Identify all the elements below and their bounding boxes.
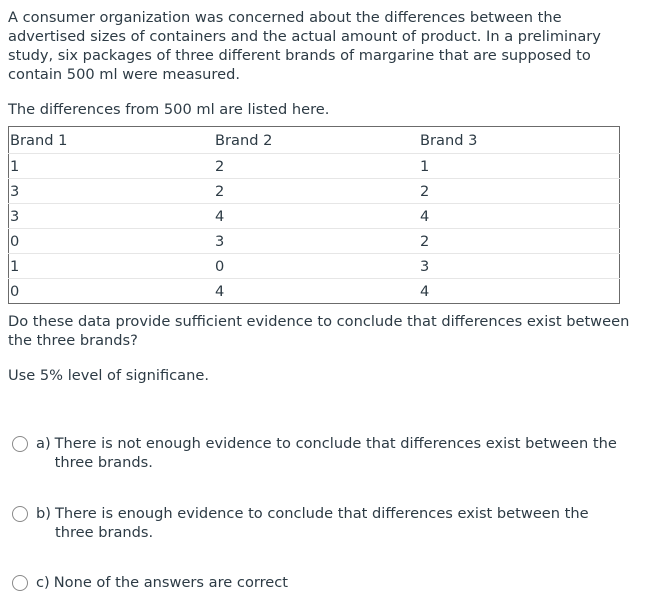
table-cell: 4	[420, 282, 430, 300]
problem-intro: A consumer organization was concerned about the differences between the advertised sizes of containers and the actual amount of product. In a preliminary study, six packages of three different brands of margarine that are supposed to contain 500 ml were measured.	[8, 9, 601, 83]
table-cell: 3	[419, 254, 620, 279]
radio-button-b[interactable]	[12, 506, 28, 522]
option-letter: b)	[36, 505, 51, 522]
table-row	[9, 154, 620, 179]
table-cell: 2	[214, 154, 419, 179]
option-letter: a)	[36, 435, 51, 452]
table-cell: 3	[9, 204, 215, 229]
table-row	[9, 254, 620, 279]
question-prompt: Do these data provide sufficient evidence to conclude that differences exist between the three brands?	[8, 313, 630, 349]
brand-data-table	[8, 126, 620, 304]
option-letter: c)	[36, 574, 50, 591]
table-cell: 4	[215, 282, 225, 300]
table-cell: 2	[214, 179, 419, 204]
table-cell: 4	[214, 204, 419, 229]
option-c[interactable]	[12, 573, 624, 592]
radio-button-c[interactable]	[12, 575, 28, 591]
table-cell: 4	[419, 204, 620, 229]
option-label: There is not enough evidence to conclude that differences exist between the three brands.	[54, 435, 617, 471]
option-label: There is enough evidence to conclude that differences exist between the three brands.	[54, 505, 589, 541]
table-header-row	[9, 127, 620, 154]
significance-note: Use 5% level of significane.	[8, 367, 209, 384]
table-cell: 0	[10, 282, 20, 300]
table-cell: 1	[419, 154, 620, 179]
table-cell: 3	[9, 179, 215, 204]
table-cell: 0	[214, 254, 419, 279]
table-row	[9, 279, 620, 304]
table-cell: 1	[9, 254, 215, 279]
table-cell: 3	[214, 229, 419, 254]
radio-button-a[interactable]	[12, 436, 28, 452]
table-cell: 0	[9, 229, 215, 254]
option-label: None of the answers are correct	[53, 574, 289, 591]
question-content	[8, 8, 636, 385]
option-b[interactable]	[12, 504, 624, 542]
table-cell: 2	[419, 179, 620, 204]
header-brand-1: Brand 1	[9, 127, 215, 154]
table-lead-text: The differences from 500 ml are listed here.	[8, 101, 330, 118]
table-row	[9, 179, 620, 204]
table-row	[9, 229, 620, 254]
header-brand-3: Brand 3	[419, 127, 620, 154]
table-cell: 2	[419, 229, 620, 254]
table-cell: 1	[9, 154, 215, 179]
table-row	[9, 204, 620, 229]
option-a[interactable]	[12, 434, 624, 472]
header-brand-2: Brand 2	[214, 127, 419, 154]
